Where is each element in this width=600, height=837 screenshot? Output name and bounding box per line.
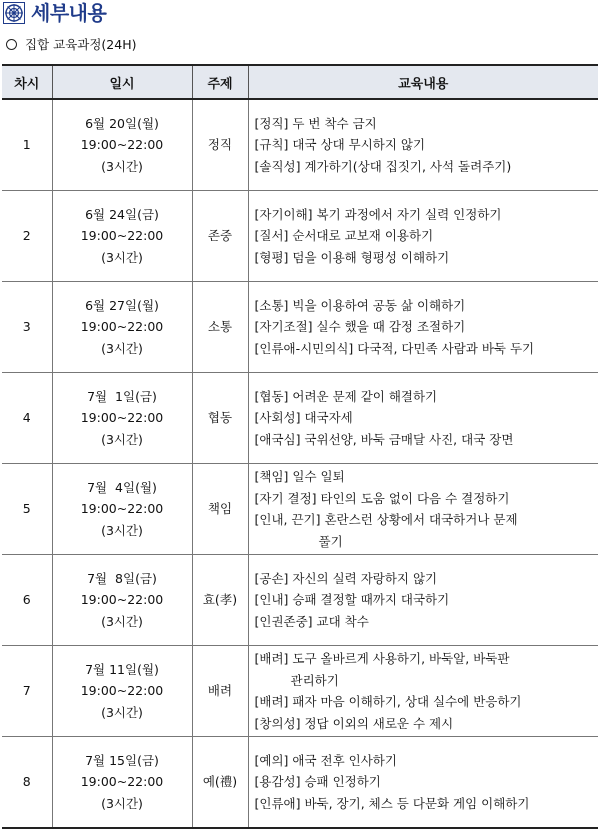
topic-cell: 소통: [192, 282, 248, 373]
time-text: 19:00~22:00: [80, 592, 164, 608]
content-item: [자기 결정] 타인의 도움 없이 다음 수 결정하기: [254, 490, 510, 506]
topic-cell: 배려: [192, 646, 248, 737]
content-item: [창의성] 정답 이외의 새로운 수 제시: [254, 715, 454, 731]
duration-text: (3시간): [101, 795, 143, 811]
date-text: 7월 15일(금): [85, 752, 159, 768]
topic-cell: 협동: [192, 373, 248, 464]
date-text: 7월 11일(월): [85, 661, 159, 677]
topic-cell: 존중: [192, 191, 248, 282]
content-item: [용감성] 승패 인정하기: [254, 774, 381, 790]
duration-text: (3시간): [101, 249, 143, 265]
session-number: 5: [2, 464, 52, 555]
content-item: [인내] 승패 결정할 때까지 대국하기: [254, 592, 450, 608]
session-number: 1: [2, 99, 52, 191]
time-text: 19:00~22:00: [80, 410, 164, 426]
schedule-table: [2, 64, 598, 829]
content-item: [배려] 도구 올바르게 사용하기, 바둑알, 바둑판: [254, 651, 510, 666]
schedule-cell: [52, 555, 192, 646]
content-cell: [248, 373, 598, 464]
content-item: [형평] 덤을 이용해 형평성 이해하기: [254, 249, 450, 265]
content-item-continuation: 관리하기: [290, 672, 339, 688]
content-item: [인내, 끈기] 혼란스런 상황에서 대국하거나 문제: [254, 512, 518, 527]
content-cell: [248, 555, 598, 646]
duration-text: (3시간): [101, 704, 143, 720]
table-header-row: [2, 65, 598, 99]
content-item: [애국심] 국위선양, 바둑 금매달 사진, 대국 장면: [254, 431, 514, 447]
content-item: [예의] 애국 전후 인사하기: [254, 752, 397, 768]
session-number: 7: [2, 646, 52, 737]
content-item: [책임] 일수 일퇴: [254, 469, 345, 484]
ornament-icon: [3, 2, 25, 24]
schedule-cell: [52, 191, 192, 282]
time-text: 19:00~22:00: [80, 228, 164, 244]
content-item: [질서] 순서대로 교보재 이용하기: [254, 228, 434, 244]
session-number: 2: [2, 191, 52, 282]
table-row: [2, 191, 598, 282]
date-text: 6월 27일(월): [85, 297, 159, 313]
duration-text: (3시간): [101, 522, 143, 538]
content-cell: [248, 99, 598, 191]
session-number: 8: [2, 737, 52, 829]
time-text: 19:00~22:00: [80, 319, 164, 335]
schedule-cell: [52, 464, 192, 555]
schedule-cell: [52, 282, 192, 373]
header-date: 일시: [52, 65, 192, 99]
date-text: 7월 4일(월): [87, 479, 157, 495]
content-item: [공손] 자신의 실력 자랑하지 않기: [254, 570, 438, 586]
content-item: [소통] 빅을 이용하여 공동 삶 이해하기: [254, 297, 466, 313]
content-item: [인권존중] 교대 착수: [254, 613, 369, 629]
date-text: 6월 20일(월): [85, 115, 159, 131]
schedule-cell: [52, 737, 192, 829]
duration-text: (3시간): [101, 158, 143, 174]
content-item-continuation: 풀기: [318, 533, 343, 549]
course-line: [6, 37, 136, 53]
duration-text: (3시간): [101, 340, 143, 356]
content-item: [인류애] 바둑, 장기, 체스 등 다문화 게임 이해하기: [254, 795, 530, 811]
table-row: [2, 646, 598, 737]
content-cell: [248, 464, 598, 555]
header-session: 차시: [2, 65, 52, 99]
content-item: [규칙] 대국 상대 무시하지 않기: [254, 137, 426, 153]
session-number: 3: [2, 282, 52, 373]
table-row: [2, 282, 598, 373]
time-text: 19:00~22:00: [80, 137, 164, 153]
content-item: [사회성] 대국자세: [254, 410, 353, 426]
session-number: 4: [2, 373, 52, 464]
schedule-cell: [52, 99, 192, 191]
date-text: 7월 1일(금): [87, 388, 157, 404]
time-text: 19:00~22:00: [80, 683, 164, 699]
date-text: 7월 8일(금): [87, 570, 157, 586]
content-item: [협동] 어려운 문제 같이 해결하기: [254, 388, 438, 404]
schedule-cell: [52, 646, 192, 737]
duration-text: (3시간): [101, 431, 143, 447]
schedule-cell: [52, 373, 192, 464]
content-item: [솔직성] 계가하기(상대 집짓기, 사석 돌려주기): [254, 158, 512, 174]
table-row: [2, 555, 598, 646]
header-topic: 주제: [192, 65, 248, 99]
time-text: 19:00~22:00: [80, 501, 164, 517]
content-cell: [248, 737, 598, 829]
content-item: [자기조절] 실수 했을 때 감정 조절하기: [254, 319, 466, 335]
topic-cell: 효(孝): [192, 555, 248, 646]
circle-bullet-icon: [6, 39, 17, 50]
page-title: 세부내용: [31, 1, 107, 25]
content-cell: [248, 282, 598, 373]
topic-cell: 예(禮): [192, 737, 248, 829]
date-text: 6월 24일(금): [85, 206, 159, 222]
table-row: [2, 464, 598, 555]
content-item: [인류애-시민의식] 다국적, 다민족 사람과 바둑 두기: [254, 340, 535, 356]
content-item: [자기이해] 복기 과정에서 자기 실력 인정하기: [254, 206, 502, 222]
time-text: 19:00~22:00: [80, 774, 164, 790]
table-row: [2, 373, 598, 464]
content-item: [배려] 패자 마음 이해하기, 상대 실수에 반응하기: [254, 694, 522, 709]
topic-cell: 책임: [192, 464, 248, 555]
session-number: 6: [2, 555, 52, 646]
header-content: 교육내용: [248, 65, 598, 99]
table-row: [2, 737, 598, 829]
section-header: [0, 0, 600, 26]
content-item: [정직] 두 번 착수 금지: [254, 115, 377, 131]
content-cell: [248, 646, 598, 737]
duration-text: (3시간): [101, 613, 143, 629]
content-cell: [248, 191, 598, 282]
table-row: [2, 99, 598, 191]
course-label: 집합 교육과정(24H): [25, 37, 137, 52]
topic-cell: 정직: [192, 99, 248, 191]
